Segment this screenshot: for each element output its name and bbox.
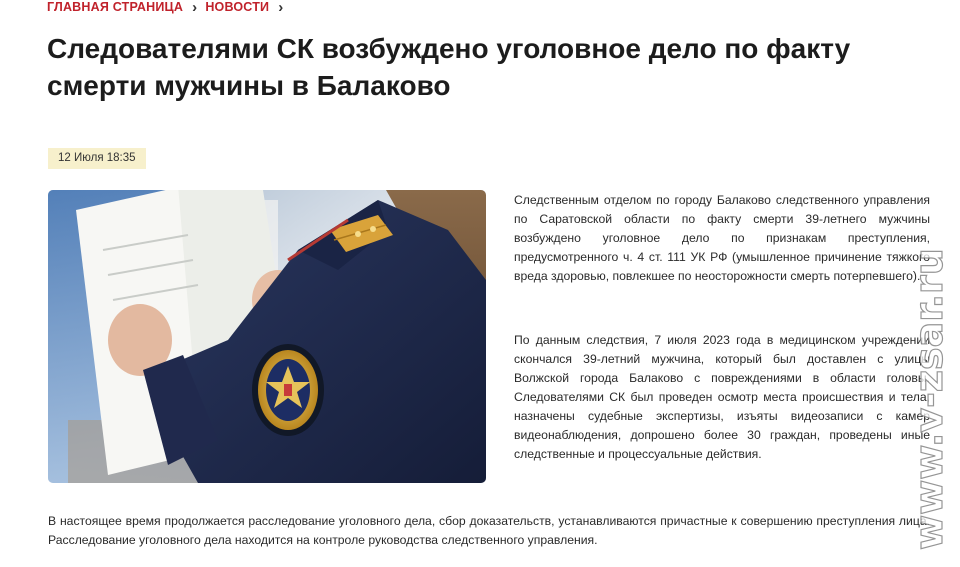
article-paragraph: Следственным отделом по городу Балаково следственного управления по Саратовской области по факту смерти 39-летнего мужчины возбуждено уголовное дело по признакам преступления, предусмотренного ч. 4 ст. 111 УК РФ (умышленное причинение тяжкого вреда здоровью, повлекшее по неосторожности смерть потерпевшего). (514, 193, 930, 283)
chevron-right-icon: › (192, 0, 198, 16)
watermark-text: www.v-zsar.ru (907, 248, 951, 550)
breadcrumb-news-link[interactable]: НОВОСТИ (205, 0, 270, 14)
breadcrumb-home-link[interactable]: ГЛАВНАЯ СТРАНИЦА (47, 0, 184, 14)
article-date-badge: 12 Июля 18:35 (48, 148, 146, 169)
breadcrumb (47, 0, 291, 16)
article-title: Следователями СК возбуждено уголовное дело по факту смерти мужчины в Балаково (47, 33, 851, 101)
article-paragraph: По данным следствия, 7 июля 2023 года в медицинском учреждении скончался 39-летний мужчина, который был доставлен с улицы Волжской города Балаково с повреждениями в области головы. Следователями СК был проведен осмотр места происшествия и тела, назначены судебные экспертизы, изъяты видеозаписи с камер видеонаблюдения, допрошено более 30 граждан, проведены иные следственные и процессуальные действия. (514, 333, 930, 461)
chevron-right-icon: › (278, 0, 284, 16)
article-photo (48, 190, 486, 483)
article-paragraph: В настоящее время продолжается расследование уголовного дела, сбор доказательств, устанавливаются причастные к совершению преступления лица. Расследование уголовного дела находится на контроле руководства следственного управления. (48, 514, 930, 547)
